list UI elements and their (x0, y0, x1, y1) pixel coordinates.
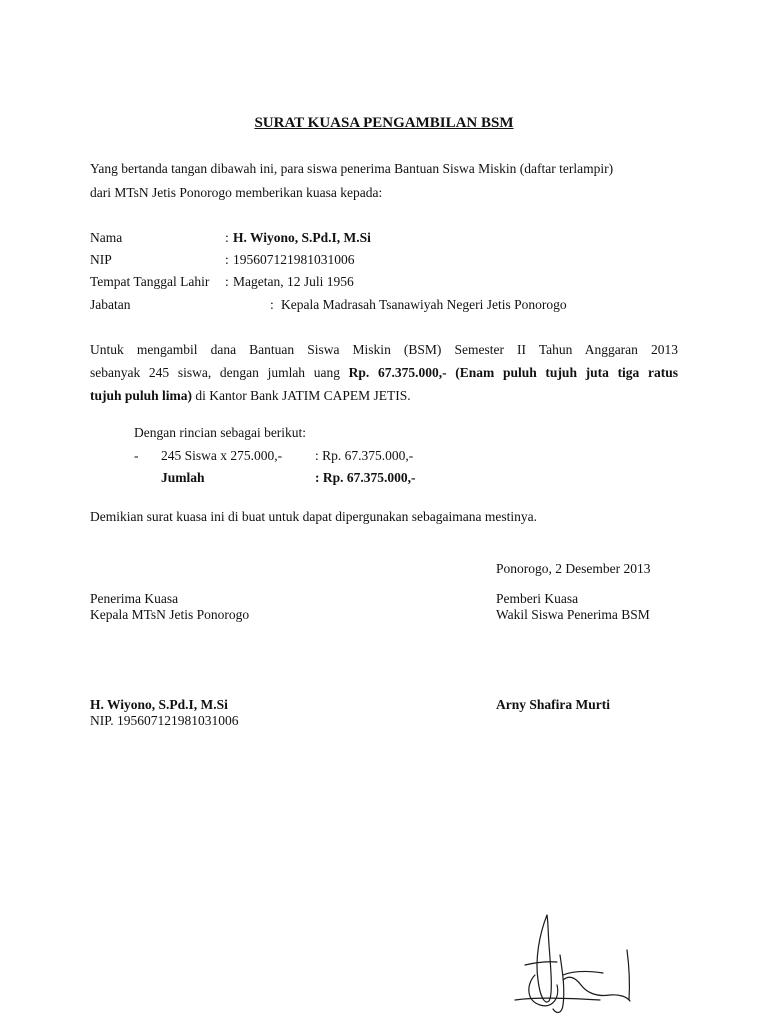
intro-line-1: Yang bertanda tangan dibawah ini, para siswa penerima Bantuan Siswa Miskin (daftar terlampir) (90, 161, 614, 176)
right-signatory-name: Arny Shafira Murti (496, 697, 610, 712)
breakdown-total-value: : Rp. 67.375.000,- (315, 470, 416, 485)
breakdown-item-value: : Rp. 67.375.000,- (315, 448, 414, 463)
purpose-line-1: Untuk mengambil dana Bantuan Siswa Miskin (BSM) Semester II Tahun Anggaran 2013 (90, 342, 678, 357)
breakdown-total-label: Jumlah (161, 470, 205, 485)
purpose-line-3 (90, 388, 411, 404)
nama-label: Nama (90, 230, 123, 245)
jabatan-separator: : (270, 297, 274, 312)
jabatan-label: Jabatan (90, 297, 131, 312)
letter-title: SURAT KUASA PENGAMBILAN BSM (254, 115, 514, 131)
place-date: Ponorogo, 2 Desember 2013 (496, 561, 651, 576)
left-role-2: Kepala MTsN Jetis Ponorogo (90, 607, 250, 622)
purpose-amount-words: tujuh puluh lima) (90, 388, 193, 403)
nip-separator: : (225, 252, 229, 267)
breakdown-dash: - (134, 448, 139, 463)
purpose-location: di Kantor Bank JATIM CAPEM JETIS. (195, 388, 411, 403)
breakdown-heading: Dengan rincian sebagai berikut: (134, 425, 307, 440)
handwritten-signature (505, 905, 650, 1020)
breakdown-item-label: 245 Siswa x 275.000,- (161, 448, 283, 463)
closing-sentence: Demikian surat kuasa ini di buat untuk dapat dipergunakan sebagaimana mestinya. (90, 509, 538, 524)
nama-value: H. Wiyono, S.Pd.I, M.Si (233, 230, 371, 245)
nip-value: 195607121981031006 (233, 252, 355, 267)
purpose-amount: Rp. 67.375.000,- (Enam puluh tujuh juta tiga ratus (348, 365, 678, 380)
intro-line-2: dari MTsN Jetis Ponorogo memberikan kuasa kepada: (90, 185, 383, 200)
ttl-value: Magetan, 12 Juli 1956 (233, 274, 354, 289)
ttl-separator: : (225, 274, 229, 289)
nip-label: NIP (90, 252, 112, 267)
jabatan-value: Kepala Madrasah Tsanawiyah Negeri Jetis Ponorogo (281, 297, 567, 312)
left-role-1: Penerima Kuasa (90, 591, 179, 606)
purpose-line-2 (90, 365, 678, 381)
ttl-label: Tempat Tanggal Lahir (90, 274, 210, 289)
right-role-2: Wakil Siswa Penerima BSM (496, 607, 650, 622)
right-role-1: Pemberi Kuasa (496, 591, 579, 606)
purpose-line-2-text: sebanyak 245 siswa, dengan jumlah uang (90, 365, 340, 380)
left-signatory-nip: NIP. 195607121981031006 (90, 713, 239, 728)
nama-separator: : (225, 230, 229, 245)
left-signatory-name: H. Wiyono, S.Pd.I, M.Si (90, 697, 228, 712)
